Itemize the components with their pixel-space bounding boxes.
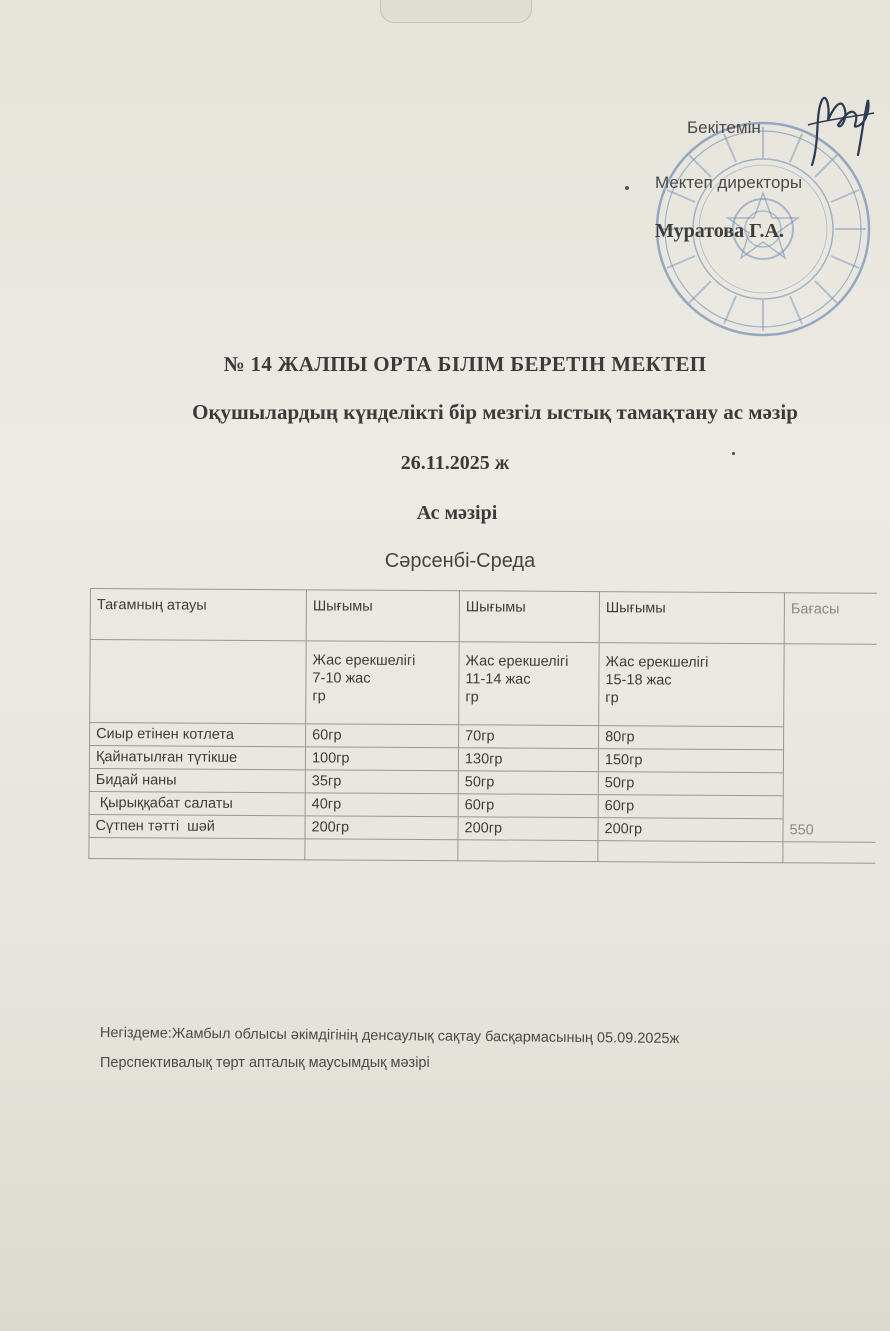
table-row-empty <box>89 837 876 863</box>
yield-15-18: 50гр <box>598 772 783 796</box>
age-label: Жас ерекшелігі <box>465 653 569 670</box>
age-unit: гр <box>312 688 326 705</box>
approval-role: Мектеп директоры <box>655 173 803 192</box>
header-dish-name: Тағамның атауы <box>90 589 306 641</box>
approval-name: Муратова Г.А. <box>655 220 784 242</box>
age-range: 7-10 жас <box>312 670 371 687</box>
price-cell <box>783 644 877 843</box>
ink-dot <box>625 186 629 190</box>
yield-15-18: 80гр <box>599 726 784 750</box>
director-signature <box>790 85 880 175</box>
age-label: Жас ерекшелігі <box>605 654 709 671</box>
yield-7-10: 35гр <box>305 770 458 794</box>
price-value: 550 <box>789 822 814 839</box>
table-cell <box>305 839 458 861</box>
yield-11-14: 60гр <box>458 794 598 818</box>
yield-15-18: 60гр <box>598 795 783 819</box>
menu-date: 26.11.2025 ж <box>400 452 510 474</box>
header-price: Бағасы <box>784 593 877 645</box>
table-cell <box>783 842 876 864</box>
menu-table <box>88 588 877 864</box>
age-unit: гр <box>465 689 479 706</box>
yield-15-18: 150гр <box>598 749 783 773</box>
basis-note: Негіздеме:Жамбыл облысы әкімдігінің денсаулық сақтау басқармасының 05.09.2025ж <box>99 1025 680 1048</box>
header-yield: Шығымы <box>306 590 459 642</box>
perspective-note: Перспективалық төрт апталық маусымдық мәзірі <box>100 1055 430 1071</box>
yield-11-14: 50гр <box>458 771 598 795</box>
table-cell <box>90 640 307 724</box>
table-cell <box>89 837 305 859</box>
paper-tab-edge <box>380 0 532 23</box>
menu-title: Ас мәзірі <box>416 502 498 524</box>
yield-11-14: 70гр <box>459 725 599 749</box>
menu-subtitle: Оқушылардың күнделікті бір мезгіл ыстық тамақтану ас мәзір <box>192 400 798 424</box>
table-cell <box>458 840 598 862</box>
age-group-7-10 <box>306 641 460 725</box>
ink-dot <box>732 452 735 455</box>
yield-7-10: 200гр <box>305 816 458 840</box>
school-name: № 14 ЖАЛПЫ ОРТА БІЛІМ БЕРЕТІН МЕКТЕП <box>223 352 707 376</box>
yield-11-14: 130гр <box>458 748 598 772</box>
dish-name: Сиыр етінен котлета <box>90 723 306 747</box>
yield-7-10: 60гр <box>306 724 459 748</box>
dish-name: Бидай наны <box>89 768 305 792</box>
age-group-row <box>90 640 877 728</box>
yield-15-18: 200гр <box>598 818 783 842</box>
table-cell <box>598 841 783 863</box>
menu-day: Сәрсенбі-Среда <box>384 550 536 572</box>
dish-name: Қырыққабат салаты <box>89 791 305 815</box>
yield-11-14: 200гр <box>458 817 598 841</box>
yield-7-10: 100гр <box>305 747 458 771</box>
age-group-15-18 <box>599 643 785 727</box>
header-yield: Шығымы <box>599 592 784 644</box>
age-range: 11-14 жас <box>465 671 531 688</box>
age-range: 15-18 жас <box>605 672 672 689</box>
header-yield: Шығымы <box>459 591 599 643</box>
age-label: Жас ерекшелігі <box>312 652 416 669</box>
dish-name: Сүтпен тәтті шәй <box>89 814 305 838</box>
dish-name: Қайнатылған түтікше <box>89 746 305 770</box>
approval-title: Бекітемін <box>687 118 761 137</box>
age-group-11-14 <box>459 642 600 726</box>
yield-7-10: 40гр <box>305 793 458 817</box>
age-unit: гр <box>605 690 619 707</box>
table-header-row <box>90 589 877 645</box>
